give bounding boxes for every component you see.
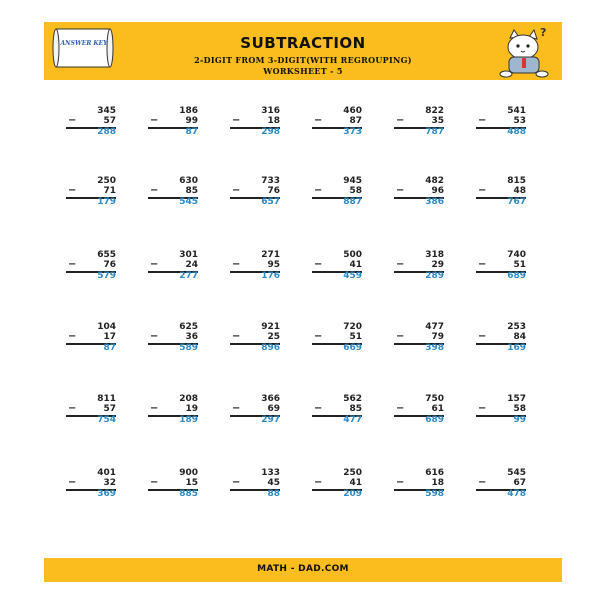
subtrahend: 95 (267, 260, 280, 270)
subtrahend: 76 (103, 260, 116, 270)
answer: 289 (425, 271, 444, 281)
subtrahend: 36 (185, 332, 198, 342)
subtrahend: 53 (513, 116, 526, 126)
answer: 288 (97, 127, 116, 137)
minus-sign: − (232, 403, 241, 414)
subtraction-problem (298, 176, 362, 216)
subtrahend: 99 (185, 116, 198, 126)
footer-text: MATH - DAD.COM (257, 564, 349, 574)
minuend: 616 (425, 468, 444, 478)
minuend: 271 (261, 250, 280, 260)
minus-sign: − (396, 259, 405, 270)
minus-sign: − (396, 115, 405, 126)
subtraction-problem (52, 106, 116, 146)
minus-sign: − (232, 477, 241, 488)
minuend: 250 (97, 176, 116, 186)
subtraction-problem (52, 176, 116, 216)
subtraction-problem (216, 468, 280, 508)
minus-sign: − (68, 331, 77, 342)
subtraction-problem (298, 394, 362, 434)
answer: 689 (507, 271, 526, 281)
answer: 545 (179, 197, 198, 207)
answer: 478 (507, 489, 526, 499)
minuend: 815 (507, 176, 526, 186)
subtrahend: 67 (513, 478, 526, 488)
minuend: 250 (343, 468, 362, 478)
minuend: 720 (343, 322, 362, 332)
minuend: 301 (179, 250, 198, 260)
subtraction-problem (462, 250, 526, 290)
minus-sign: − (232, 331, 241, 342)
subtrahend: 48 (513, 186, 526, 196)
minus-sign: − (314, 403, 323, 414)
minus-sign: − (314, 115, 323, 126)
subtrahend: 24 (185, 260, 198, 270)
subtrahend: 87 (349, 116, 362, 126)
subtraction-problem (216, 394, 280, 434)
subtraction-problem (462, 468, 526, 508)
answer: 88 (267, 489, 280, 499)
minuend: 318 (425, 250, 444, 260)
subtraction-problem (462, 106, 526, 146)
subtrahend: 85 (349, 404, 362, 414)
subtraction-problem (216, 106, 280, 146)
subtrahend: 19 (185, 404, 198, 414)
answer: 885 (179, 489, 198, 499)
subtraction-problem (462, 394, 526, 434)
answer: 209 (343, 489, 362, 499)
subtraction-problem (216, 322, 280, 362)
minuend: 477 (425, 322, 444, 332)
subtraction-problem (52, 322, 116, 362)
minuend: 316 (261, 106, 280, 116)
minuend: 133 (261, 468, 280, 478)
answer-key-label: ANSWER KEY (60, 40, 108, 47)
minus-sign: − (68, 115, 77, 126)
answer: 179 (97, 197, 116, 207)
answer: 369 (97, 489, 116, 499)
subtraction-problem (216, 176, 280, 216)
subtrahend: 57 (103, 116, 116, 126)
subtrahend: 71 (103, 186, 116, 196)
answer: 669 (343, 343, 362, 353)
minus-sign: − (68, 259, 77, 270)
subtraction-problem (134, 468, 198, 508)
subtrahend: 15 (185, 478, 198, 488)
minus-sign: − (150, 185, 159, 196)
subtrahend: 18 (431, 478, 444, 488)
subtraction-problem (52, 394, 116, 434)
answer: 297 (261, 415, 280, 425)
answer: 754 (97, 415, 116, 425)
subtrahend: 69 (267, 404, 280, 414)
minuend: 562 (343, 394, 362, 404)
minus-sign: − (478, 185, 487, 196)
subtrahend: 57 (103, 404, 116, 414)
minus-sign: − (396, 477, 405, 488)
answer: 176 (261, 271, 280, 281)
minuend: 811 (97, 394, 116, 404)
subtrahend: 17 (103, 332, 116, 342)
subtraction-problem (380, 394, 444, 434)
minuend: 104 (97, 322, 116, 332)
minus-sign: − (150, 477, 159, 488)
minuend: 460 (343, 106, 362, 116)
minus-sign: − (68, 403, 77, 414)
minus-sign: − (232, 115, 241, 126)
subtraction-problem (134, 250, 198, 290)
subtraction-problem (52, 468, 116, 508)
minuend: 655 (97, 250, 116, 260)
subtraction-problem (380, 176, 444, 216)
minus-sign: − (150, 331, 159, 342)
minuend: 921 (261, 322, 280, 332)
svg-text:?: ? (540, 26, 547, 39)
answer: 689 (425, 415, 444, 425)
answer: 488 (507, 127, 526, 137)
answer: 99 (513, 415, 526, 425)
subtrahend: 41 (349, 260, 362, 270)
subtrahend: 96 (431, 186, 444, 196)
answer: 87 (103, 343, 116, 353)
minuend: 625 (179, 322, 198, 332)
subtraction-problem (462, 322, 526, 362)
answer: 87 (185, 127, 198, 137)
subtraction-problem (134, 322, 198, 362)
subtraction-problem (298, 322, 362, 362)
subtrahend: 29 (431, 260, 444, 270)
answer: 477 (343, 415, 362, 425)
answer: 787 (425, 127, 444, 137)
minus-sign: − (314, 331, 323, 342)
minus-sign: − (232, 185, 241, 196)
minus-sign: − (478, 331, 487, 342)
footer-band (44, 558, 562, 582)
answer: 896 (261, 343, 280, 353)
subtrahend: 41 (349, 478, 362, 488)
answer: 657 (261, 197, 280, 207)
subtrahend: 61 (431, 404, 444, 414)
subtraction-problem (134, 176, 198, 216)
minuend: 482 (425, 176, 444, 186)
answer: 373 (343, 127, 362, 137)
minus-sign: − (314, 259, 323, 270)
subtrahend: 51 (349, 332, 362, 342)
minuend: 366 (261, 394, 280, 404)
answer: 386 (425, 197, 444, 207)
page-title: SUBTRACTION (240, 34, 366, 52)
answer: 598 (425, 489, 444, 499)
subtraction-problem (298, 250, 362, 290)
minus-sign: − (314, 477, 323, 488)
subtraction-problem (52, 250, 116, 290)
minuend: 253 (507, 322, 526, 332)
page-subtitle: 2-DIGIT FROM 3-DIGIT(WITH REGROUPING) (194, 55, 412, 65)
minuend: 500 (343, 250, 362, 260)
subtrahend: 58 (513, 404, 526, 414)
minuend: 750 (425, 394, 444, 404)
minus-sign: − (150, 403, 159, 414)
subtraction-problem (298, 106, 362, 146)
subtrahend: 84 (513, 332, 526, 342)
answer: 189 (179, 415, 198, 425)
minuend: 157 (507, 394, 526, 404)
minus-sign: − (150, 259, 159, 270)
minuend: 822 (425, 106, 444, 116)
subtraction-problem (380, 322, 444, 362)
subtrahend: 35 (431, 116, 444, 126)
answer: 887 (343, 197, 362, 207)
answer: 589 (179, 343, 198, 353)
subtrahend: 79 (431, 332, 444, 342)
minuend: 541 (507, 106, 526, 116)
minus-sign: − (68, 185, 77, 196)
worksheet-number: WORKSHEET - 5 (263, 66, 343, 76)
subtraction-problem (380, 106, 444, 146)
subtrahend: 18 (267, 116, 280, 126)
answer: 298 (261, 127, 280, 137)
minus-sign: − (396, 331, 405, 342)
minus-sign: − (478, 477, 487, 488)
minus-sign: − (478, 115, 487, 126)
minuend: 945 (343, 176, 362, 186)
minus-sign: − (150, 115, 159, 126)
subtrahend: 25 (267, 332, 280, 342)
minus-sign: − (396, 403, 405, 414)
subtraction-problem (380, 250, 444, 290)
subtrahend: 51 (513, 260, 526, 270)
subtrahend: 58 (349, 186, 362, 196)
answer: 579 (97, 271, 116, 281)
answer: 767 (507, 197, 526, 207)
minus-sign: − (478, 259, 487, 270)
subtraction-problem (462, 176, 526, 216)
minus-sign: − (396, 185, 405, 196)
subtraction-problem (134, 394, 198, 434)
answer: 459 (343, 271, 362, 281)
minus-sign: − (314, 185, 323, 196)
minuend: 733 (261, 176, 280, 186)
answer: 398 (425, 343, 444, 353)
subtraction-problem (216, 250, 280, 290)
minus-sign: − (232, 259, 241, 270)
header-band (44, 22, 562, 80)
subtrahend: 32 (103, 478, 116, 488)
minuend: 740 (507, 250, 526, 260)
subtrahend: 76 (267, 186, 280, 196)
subtrahend: 45 (267, 478, 280, 488)
minuend: 186 (179, 106, 198, 116)
subtrahend: 85 (185, 186, 198, 196)
minuend: 345 (97, 106, 116, 116)
subtraction-problem (134, 106, 198, 146)
cat-mascot-icon (496, 22, 560, 80)
subtraction-problem (380, 468, 444, 508)
answer: 169 (507, 343, 526, 353)
answer: 277 (179, 271, 198, 281)
minuend: 545 (507, 468, 526, 478)
minus-sign: − (478, 403, 487, 414)
minuend: 208 (179, 394, 198, 404)
subtraction-problem (298, 468, 362, 508)
minuend: 900 (179, 468, 198, 478)
minuend: 630 (179, 176, 198, 186)
minuend: 401 (97, 468, 116, 478)
minus-sign: − (68, 477, 77, 488)
